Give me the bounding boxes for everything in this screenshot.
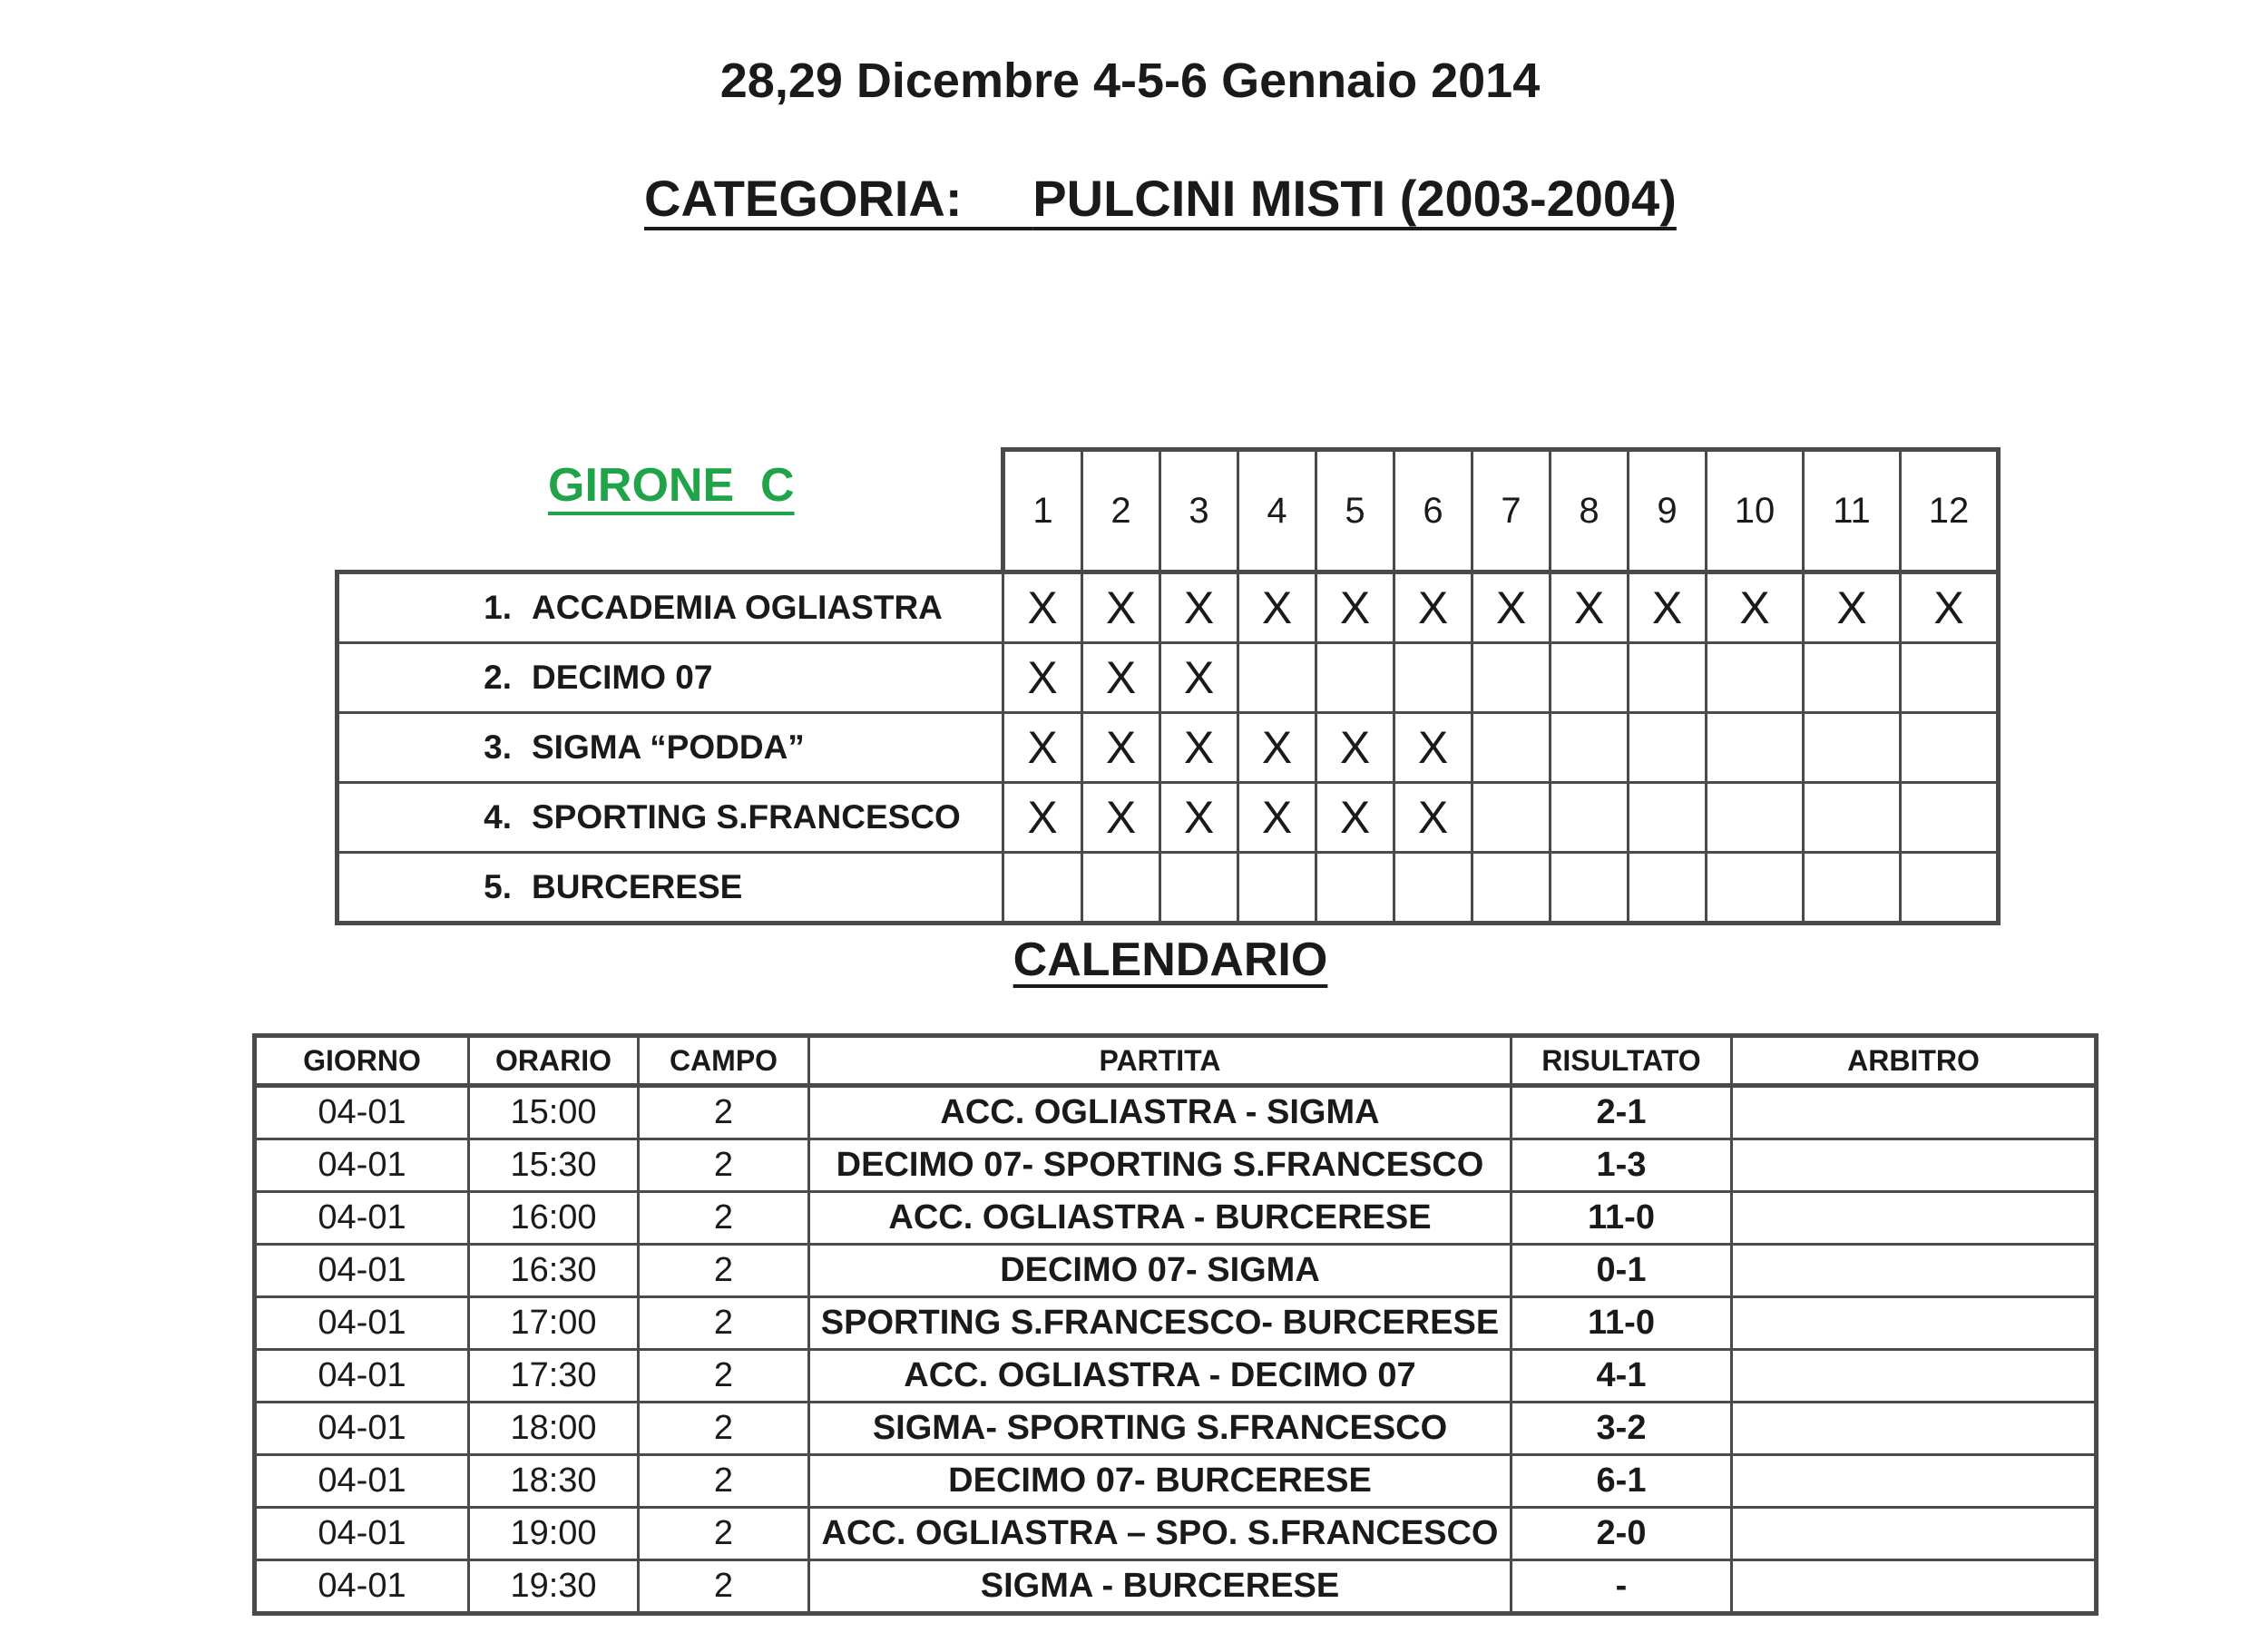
match-teams: ACC. OGLIASTRA – SPO. S.FRANCESCO (809, 1508, 1512, 1560)
match-time: 15:00 (469, 1086, 639, 1139)
grid-col-9: 9 (1629, 450, 1707, 572)
match-referee (1732, 1245, 2097, 1297)
attendance-mark (1316, 643, 1394, 713)
match-field: 2 (639, 1508, 809, 1560)
col-header-risultato: RISULTATO (1512, 1036, 1732, 1086)
grid-team-row (338, 643, 1999, 713)
match-day: 04-01 (255, 1403, 469, 1455)
attendance-mark (1901, 713, 1999, 783)
team-cell (338, 643, 1003, 713)
match-field: 2 (639, 1139, 809, 1192)
team-name: BURCERESE (532, 868, 743, 905)
match-result: 2-0 (1512, 1508, 1732, 1560)
attendance-mark: X (1082, 783, 1160, 853)
attendance-mark (1804, 643, 1901, 713)
match-referee (1732, 1192, 2097, 1245)
match-teams: SIGMA - BURCERESE (809, 1560, 1512, 1614)
grid-team-row (338, 853, 1999, 924)
attendance-mark: X (1394, 713, 1472, 783)
team-name: ACCADEMIA OGLIASTRA (532, 589, 943, 626)
grid-col-6: 6 (1394, 450, 1472, 572)
attendance-mark: X (1003, 713, 1082, 783)
grid-col-10: 10 (1707, 450, 1804, 572)
category-label: CATEGORIA: (644, 170, 963, 227)
match-result: 4-1 (1512, 1350, 1732, 1403)
attendance-mark (1629, 853, 1707, 924)
grid-team-row (338, 783, 1999, 853)
attendance-mark: X (1707, 572, 1804, 643)
match-day: 04-01 (255, 1086, 469, 1139)
attendance-mark: X (1082, 643, 1160, 713)
attendance-mark: X (1003, 643, 1082, 713)
match-time: 16:00 (469, 1192, 639, 1245)
match-time: 18:00 (469, 1403, 639, 1455)
attendance-mark (1394, 853, 1472, 924)
attendance-mark (1394, 643, 1472, 713)
match-teams: DECIMO 07- BURCERESE (809, 1455, 1512, 1508)
match-result: 0-1 (1512, 1245, 1732, 1297)
col-header-giorno: GIORNO (255, 1036, 469, 1086)
attendance-mark: X (1160, 572, 1238, 643)
attendance-mark: X (1394, 572, 1472, 643)
attendance-mark: X (1551, 572, 1629, 643)
match-referee (1732, 1297, 2097, 1350)
grid-col-1: 1 (1003, 450, 1082, 572)
match-day: 04-01 (255, 1455, 469, 1508)
match-referee (1732, 1560, 2097, 1614)
grid-col-2: 2 (1082, 450, 1160, 572)
attendance-mark: X (1082, 572, 1160, 643)
group-grid (335, 447, 2001, 925)
attendance-mark (1629, 643, 1707, 713)
match-result: 3-2 (1512, 1403, 1732, 1455)
col-header-partita: PARTITA (809, 1036, 1512, 1086)
match-referee (1732, 1139, 2097, 1192)
category-value: PULCINI MISTI (2003-2004) (1032, 170, 1677, 227)
page-title: 28,29 Dicembre 4-5-6 Gennaio 2014 (719, 54, 1541, 108)
attendance-mark (1316, 853, 1394, 924)
match-day: 04-01 (255, 1192, 469, 1245)
attendance-mark (1160, 853, 1238, 924)
match-field: 2 (639, 1350, 809, 1403)
grid-col-3: 3 (1160, 450, 1238, 572)
team-number: 1. (484, 589, 512, 626)
match-teams: DECIMO 07- SPORTING S.FRANCESCO (809, 1139, 1512, 1192)
attendance-mark (1629, 783, 1707, 853)
calendar-row (255, 1455, 2097, 1508)
attendance-mark: X (1804, 572, 1901, 643)
attendance-mark: X (1316, 783, 1394, 853)
attendance-mark (1238, 643, 1316, 713)
attendance-mark: X (1238, 713, 1316, 783)
match-field: 2 (639, 1455, 809, 1508)
calendar-table (252, 1033, 2099, 1616)
grid-col-12: 12 (1901, 450, 1999, 572)
attendance-mark: X (1316, 713, 1394, 783)
attendance-mark (1472, 783, 1551, 853)
match-day: 04-01 (255, 1350, 469, 1403)
col-header-arbitro: ARBITRO (1732, 1036, 2097, 1086)
attendance-mark (1082, 853, 1160, 924)
match-time: 18:30 (469, 1455, 639, 1508)
match-result: - (1512, 1560, 1732, 1614)
match-result: 11-0 (1512, 1192, 1732, 1245)
calendar-row (255, 1560, 2097, 1614)
attendance-mark (1707, 783, 1804, 853)
team-name: SPORTING S.FRANCESCO (532, 798, 961, 836)
calendar-row (255, 1508, 2097, 1560)
calendar-title: CALENDARIO (1013, 934, 1328, 986)
grid-col-7: 7 (1472, 450, 1551, 572)
grid-corner (338, 450, 1003, 572)
match-teams: ACC. OGLIASTRA - DECIMO 07 (809, 1350, 1512, 1403)
match-teams: ACC. OGLIASTRA - SIGMA (809, 1086, 1512, 1139)
calendar-row (255, 1192, 2097, 1245)
grid-col-4: 4 (1238, 450, 1316, 572)
col-header-campo: CAMPO (639, 1036, 809, 1086)
attendance-mark (1003, 853, 1082, 924)
attendance-mark (1804, 853, 1901, 924)
team-cell (338, 713, 1003, 783)
grid-header-row (338, 450, 1999, 572)
attendance-mark (1629, 713, 1707, 783)
calendar-row (255, 1139, 2097, 1192)
team-number: 5. (484, 868, 512, 905)
match-referee (1732, 1508, 2097, 1560)
match-time: 17:30 (469, 1350, 639, 1403)
attendance-mark (1551, 783, 1629, 853)
attendance-mark (1472, 643, 1551, 713)
team-cell (338, 572, 1003, 643)
attendance-mark (1472, 713, 1551, 783)
match-referee (1732, 1403, 2097, 1455)
attendance-mark (1551, 643, 1629, 713)
attendance-mark: X (1160, 783, 1238, 853)
team-name: DECIMO 07 (532, 659, 713, 696)
attendance-mark: X (1238, 783, 1316, 853)
calendar-row (255, 1297, 2097, 1350)
attendance-mark (1551, 713, 1629, 783)
attendance-mark: X (1472, 572, 1551, 643)
attendance-mark: X (1003, 783, 1082, 853)
calendar-header-row (255, 1036, 2097, 1086)
match-day: 04-01 (255, 1297, 469, 1350)
grid-col-5: 5 (1316, 450, 1394, 572)
attendance-mark (1238, 853, 1316, 924)
match-day: 04-01 (255, 1245, 469, 1297)
attendance-mark (1804, 713, 1901, 783)
match-referee (1732, 1086, 2097, 1139)
attendance-mark: X (1316, 572, 1394, 643)
attendance-mark: X (1160, 713, 1238, 783)
calendar-row (255, 1086, 2097, 1139)
grid-col-8: 8 (1551, 450, 1629, 572)
match-time: 17:00 (469, 1297, 639, 1350)
match-day: 04-01 (255, 1139, 469, 1192)
attendance-mark (1901, 783, 1999, 853)
attendance-mark (1804, 783, 1901, 853)
attendance-mark (1901, 853, 1999, 924)
match-time: 19:30 (469, 1560, 639, 1614)
attendance-mark (1551, 853, 1629, 924)
attendance-mark: X (1901, 572, 1999, 643)
match-teams: SPORTING S.FRANCESCO- BURCERESE (809, 1297, 1512, 1350)
match-field: 2 (639, 1560, 809, 1614)
match-field: 2 (639, 1403, 809, 1455)
match-time: 19:00 (469, 1508, 639, 1560)
team-number: 2. (484, 659, 512, 696)
attendance-mark (1707, 643, 1804, 713)
match-teams: ACC. OGLIASTRA - BURCERESE (809, 1192, 1512, 1245)
match-day: 04-01 (255, 1560, 469, 1614)
attendance-mark: X (1082, 713, 1160, 783)
attendance-mark: X (1160, 643, 1238, 713)
attendance-mark (1707, 713, 1804, 783)
match-teams: DECIMO 07- SIGMA (809, 1245, 1512, 1297)
attendance-mark: X (1238, 572, 1316, 643)
category-heading (644, 169, 1677, 228)
grid-team-row (338, 713, 1999, 783)
attendance-mark (1472, 853, 1551, 924)
team-number: 3. (484, 728, 512, 766)
match-field: 2 (639, 1192, 809, 1245)
match-result: 2-1 (1512, 1086, 1732, 1139)
col-header-orario: ORARIO (469, 1036, 639, 1086)
team-number: 4. (484, 798, 512, 836)
attendance-mark (1901, 643, 1999, 713)
match-time: 15:30 (469, 1139, 639, 1192)
match-field: 2 (639, 1245, 809, 1297)
team-name: SIGMA “PODDA” (532, 728, 805, 766)
match-day: 04-01 (255, 1508, 469, 1560)
match-result: 1-3 (1512, 1139, 1732, 1192)
attendance-mark: X (1629, 572, 1707, 643)
grid-col-11: 11 (1804, 450, 1901, 572)
attendance-mark (1707, 853, 1804, 924)
match-time: 16:30 (469, 1245, 639, 1297)
match-field: 2 (639, 1297, 809, 1350)
match-result: 11-0 (1512, 1297, 1732, 1350)
team-cell (338, 783, 1003, 853)
match-referee (1732, 1455, 2097, 1508)
grid-team-row (338, 572, 1999, 643)
attendance-mark: X (1003, 572, 1082, 643)
attendance-mark: X (1394, 783, 1472, 853)
calendar-row (255, 1245, 2097, 1297)
match-field: 2 (639, 1086, 809, 1139)
match-teams: SIGMA- SPORTING S.FRANCESCO (809, 1403, 1512, 1455)
calendar-row (255, 1350, 2097, 1403)
calendar-row (255, 1403, 2097, 1455)
team-cell (338, 853, 1003, 924)
group-title: GIRONE C (548, 459, 795, 512)
match-referee (1732, 1350, 2097, 1403)
match-result: 6-1 (1512, 1455, 1732, 1508)
